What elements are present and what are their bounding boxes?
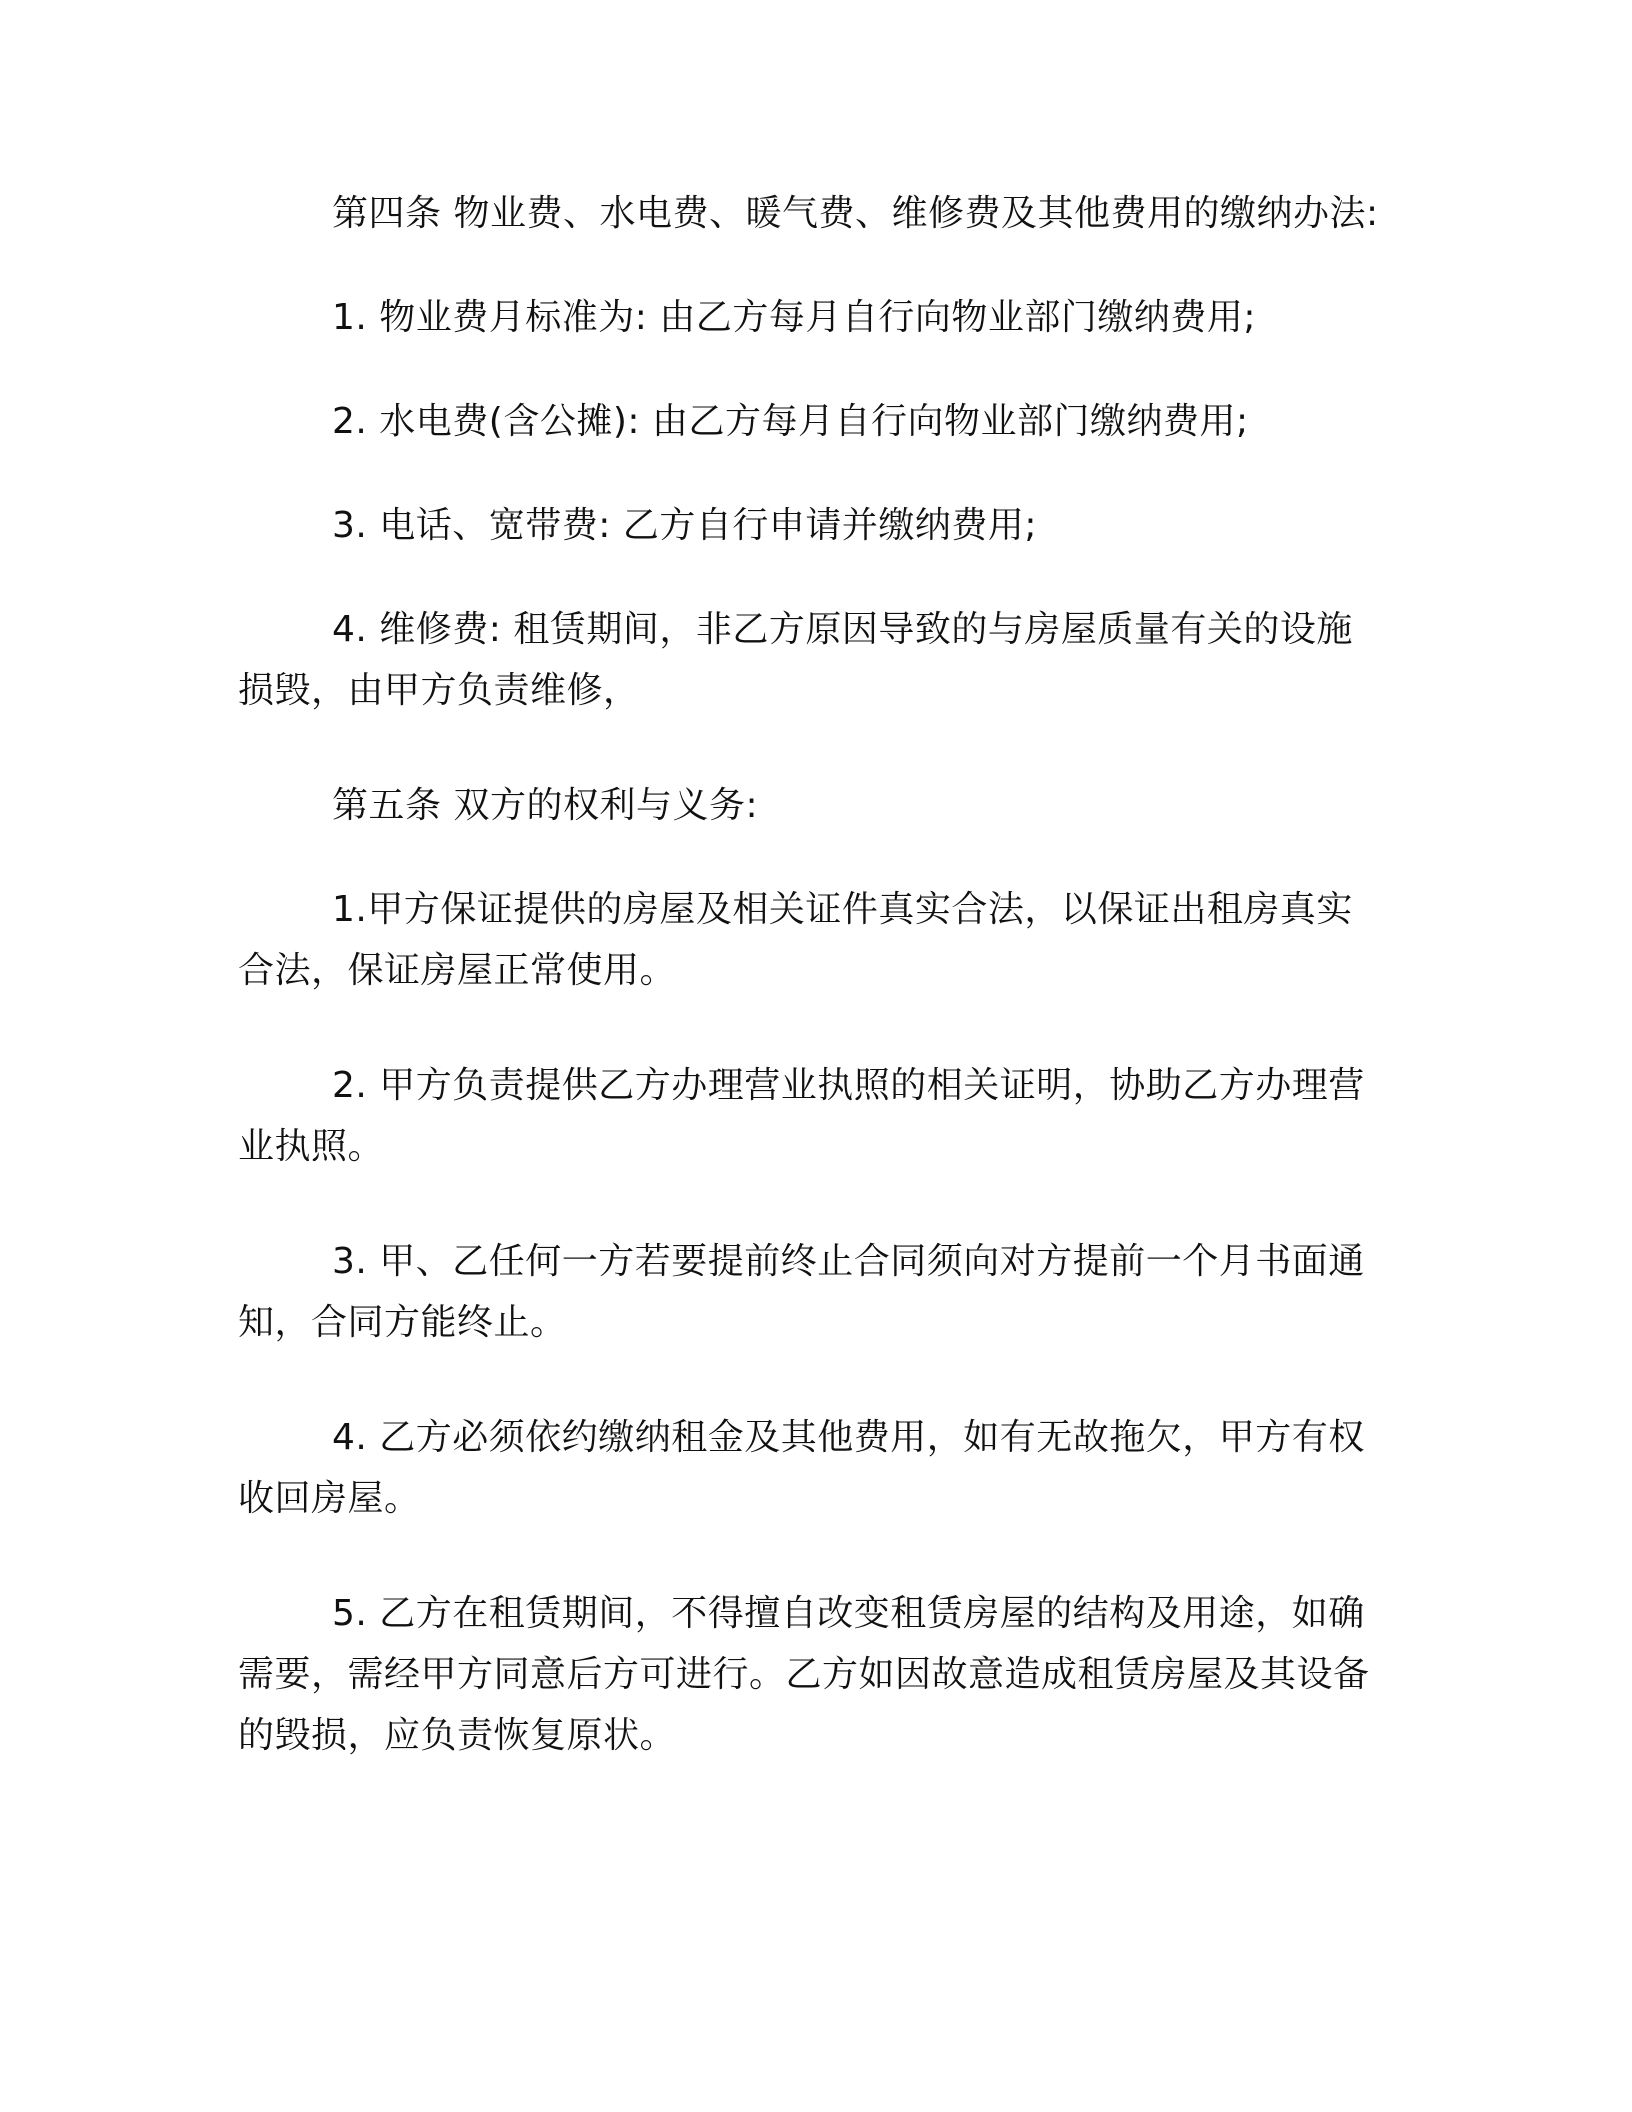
clause-maintenance-fee: 4. 维修费: 租赁期间，非乙方原因导致的与房屋质量有关的设施损毁，由甲方负责维修， — [238, 609, 1353, 711]
clause-early-termination: 3. 甲、乙任何一方若要提前终止合同须向对方提前一个月书面通知，合同方能终止。 — [238, 1241, 1365, 1343]
document-body — [238, 183, 1388, 1820]
clause-structure-usage: 5. 乙方在租赁期间，不得擅自改变租赁房屋的结构及用途，如确需要，需经甲方同意后方可进行。乙方如因故意造成租赁房屋及其设备的毁损，应负责恢复原状。 — [238, 1593, 1370, 1756]
clause-lessor-guarantee: 1.甲方保证提供的房屋及相关证件真实合法，以保证出租房真实合法，保证房屋正常使用。 — [238, 889, 1353, 991]
clause-phone-broadband-fee: 3. 电话、宽带费: 乙方自行申请并缴纳费用; — [332, 505, 1037, 546]
article-four-heading: 第四条 物业费、水电费、暖气费、维修费及其他费用的缴纳办法: — [332, 193, 1379, 234]
clause-property-fee: 1. 物业费月标准为: 由乙方每月自行向物业部门缴纳费用; — [332, 297, 1256, 338]
clause-business-license: 2. 甲方负责提供乙方办理营业执照的相关证明，协助乙方办理营业执照。 — [238, 1065, 1365, 1167]
article-five-heading: 第五条 双方的权利与义务: — [332, 785, 759, 826]
clause-utilities-fee: 2. 水电费(含公摊): 由乙方每月自行向物业部门缴纳费用; — [332, 401, 1249, 442]
clause-rent-payment: 4. 乙方必须依约缴纳租金及其他费用，如有无故拖欠，甲方有权收回房屋。 — [238, 1417, 1365, 1519]
